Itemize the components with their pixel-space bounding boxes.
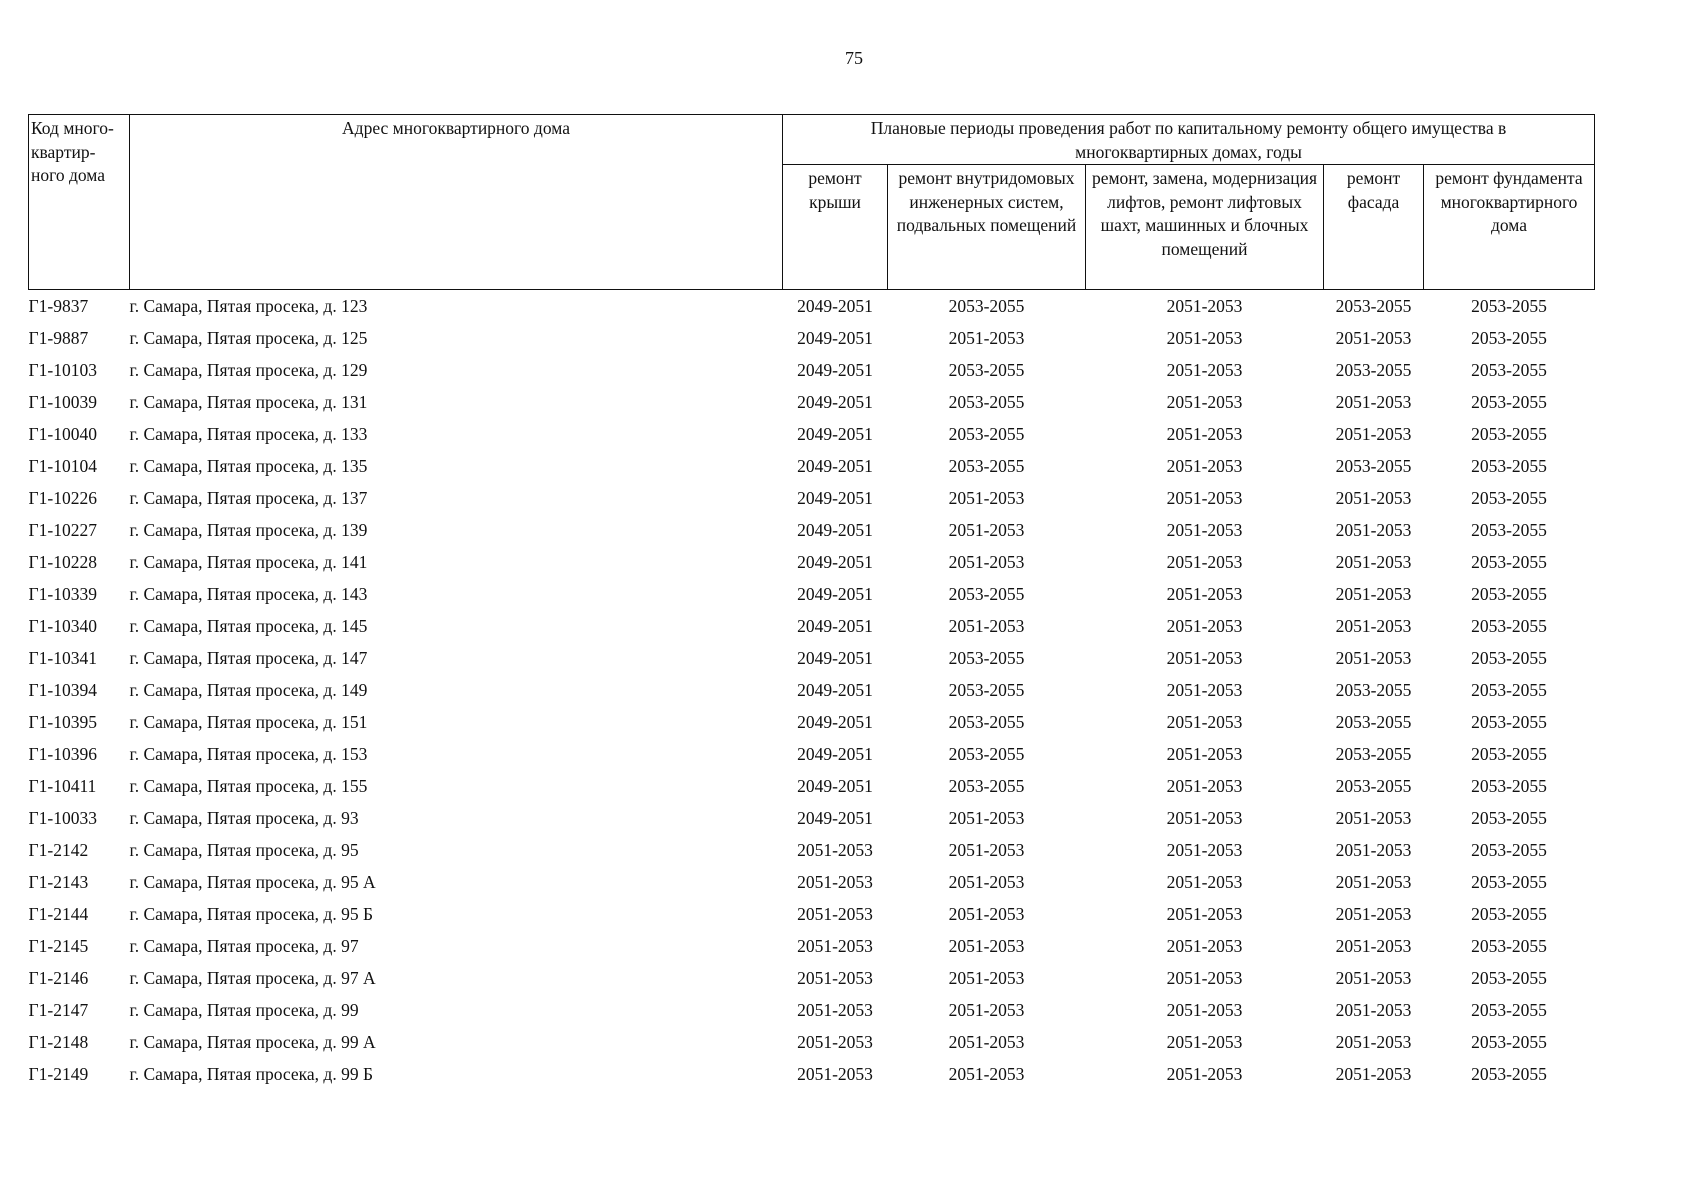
- cell-roof: 2049-2051: [797, 776, 873, 796]
- cell-facade: 2051-2053: [1335, 1032, 1412, 1052]
- table-row: [29, 738, 1595, 770]
- cell-address: г. Самара, Пятая просека, д. 97: [129, 936, 359, 956]
- cell-engineering: 2051-2053: [948, 904, 1025, 924]
- cell-engineering: 2053-2055: [948, 744, 1025, 764]
- cell-elevators: 2051-2053: [1166, 648, 1243, 668]
- cell-engineering: 2051-2053: [948, 488, 1025, 508]
- cell-elevators: 2051-2053: [1166, 328, 1243, 348]
- cell-roof: 2049-2051: [797, 808, 873, 828]
- cell-address: г. Самара, Пятая просека, д. 147: [129, 648, 368, 668]
- cell-foundation: 2053-2055: [1471, 808, 1547, 828]
- cell-engineering: 2051-2053: [948, 552, 1025, 572]
- cell-elevators: 2051-2053: [1166, 936, 1243, 956]
- cell-facade: 2051-2053: [1335, 936, 1412, 956]
- cell-engineering: 2051-2053: [948, 1064, 1025, 1084]
- cell-foundation: 2053-2055: [1471, 904, 1547, 924]
- cell-code: Г1-2148: [28, 1032, 89, 1052]
- header-roof: ремонт крыши: [783, 165, 888, 290]
- cell-elevators: 2051-2053: [1166, 296, 1243, 316]
- cell-code: Г1-10103: [28, 360, 97, 380]
- cell-facade: 2051-2053: [1335, 520, 1412, 540]
- cell-facade: 2051-2053: [1335, 552, 1412, 572]
- cell-elevators: 2051-2053: [1166, 520, 1243, 540]
- header-address: Адрес многоквартирного дома: [130, 115, 783, 290]
- cell-address: г. Самара, Пятая просека, д. 125: [129, 328, 368, 348]
- cell-foundation: 2053-2055: [1471, 360, 1547, 380]
- cell-elevators: 2051-2053: [1166, 360, 1243, 380]
- table-row: [29, 610, 1595, 642]
- cell-code: Г1-2149: [28, 1064, 89, 1084]
- cell-engineering: 2053-2055: [948, 424, 1025, 444]
- cell-address: г. Самара, Пятая просека, д. 143: [129, 584, 368, 604]
- header-periods-group: Плановые периоды проведения работ по капитальному ремонту общего имущества в многоквартирных домах, годы: [783, 115, 1595, 165]
- table-row: [29, 706, 1595, 738]
- cell-facade: 2053-2055: [1335, 360, 1412, 380]
- cell-roof: 2051-2053: [797, 840, 873, 860]
- table-row: [29, 898, 1595, 930]
- table-row: [29, 514, 1595, 546]
- cell-address: г. Самара, Пятая просека, д. 95: [129, 840, 359, 860]
- cell-address: г. Самара, Пятая просека, д. 137: [129, 488, 368, 508]
- table-row: [29, 994, 1595, 1026]
- cell-roof: 2049-2051: [797, 520, 873, 540]
- table-body: [29, 290, 1595, 1091]
- cell-elevators: 2051-2053: [1166, 904, 1243, 924]
- cell-foundation: 2053-2055: [1471, 680, 1547, 700]
- cell-address: г. Самара, Пятая просека, д. 133: [129, 424, 368, 444]
- cell-elevators: 2051-2053: [1166, 808, 1243, 828]
- table-row: [29, 1058, 1595, 1090]
- cell-engineering: 2051-2053: [948, 1000, 1025, 1020]
- table-row: [29, 770, 1595, 802]
- cell-elevators: 2051-2053: [1166, 968, 1243, 988]
- cell-address: г. Самара, Пятая просека, д. 151: [129, 712, 368, 732]
- cell-foundation: 2053-2055: [1471, 1064, 1547, 1084]
- cell-foundation: 2053-2055: [1471, 840, 1547, 860]
- cell-foundation: 2053-2055: [1471, 744, 1547, 764]
- cell-address: г. Самара, Пятая просека, д. 131: [129, 392, 368, 412]
- table-row: [29, 674, 1595, 706]
- cell-facade: 2051-2053: [1335, 1064, 1412, 1084]
- cell-foundation: 2053-2055: [1471, 1032, 1547, 1052]
- header-foundation: ремонт фундамента многоквартирного дома: [1424, 165, 1595, 290]
- cell-foundation: 2053-2055: [1471, 616, 1547, 636]
- cell-roof: 2051-2053: [797, 1064, 873, 1084]
- cell-engineering: 2051-2053: [948, 808, 1025, 828]
- table-row: [29, 930, 1595, 962]
- cell-facade: 2053-2055: [1335, 296, 1412, 316]
- cell-address: г. Самара, Пятая просека, д. 95 Б: [129, 904, 374, 924]
- table-row: [29, 322, 1595, 354]
- cell-code: Г1-10339: [28, 584, 97, 604]
- cell-foundation: 2053-2055: [1471, 776, 1547, 796]
- cell-foundation: 2053-2055: [1471, 648, 1547, 668]
- cell-engineering: 2051-2053: [948, 936, 1025, 956]
- cell-engineering: 2053-2055: [948, 648, 1025, 668]
- cell-elevators: 2051-2053: [1166, 712, 1243, 732]
- cell-code: Г1-2147: [28, 1000, 89, 1020]
- cell-facade: 2053-2055: [1335, 456, 1412, 476]
- table-row: [29, 354, 1595, 386]
- cell-engineering: 2053-2055: [948, 680, 1025, 700]
- table-row: [29, 962, 1595, 994]
- cell-elevators: 2051-2053: [1166, 488, 1243, 508]
- cell-elevators: 2051-2053: [1166, 584, 1243, 604]
- table-row: [29, 834, 1595, 866]
- header-elevators: ремонт, замена, модернизация лифтов, ремонт лифтовых шахт, машинных и блочных помещений: [1086, 165, 1324, 290]
- table-header: [29, 115, 1595, 290]
- cell-code: Г1-10411: [28, 776, 97, 796]
- cell-foundation: 2053-2055: [1471, 968, 1547, 988]
- cell-foundation: 2053-2055: [1471, 584, 1547, 604]
- cell-foundation: 2053-2055: [1471, 872, 1547, 892]
- cell-roof: 2049-2051: [797, 744, 873, 764]
- cell-roof: 2051-2053: [797, 936, 873, 956]
- cell-facade: 2051-2053: [1335, 392, 1412, 412]
- cell-facade: 2051-2053: [1335, 1000, 1412, 1020]
- table-row: [29, 482, 1595, 514]
- cell-roof: 2051-2053: [797, 1032, 873, 1052]
- cell-roof: 2049-2051: [797, 488, 873, 508]
- cell-address: г. Самара, Пятая просека, д. 99 А: [129, 1032, 376, 1052]
- cell-roof: 2051-2053: [797, 872, 873, 892]
- cell-code: Г1-10227: [28, 520, 97, 540]
- cell-facade: 2051-2053: [1335, 328, 1412, 348]
- cell-code: Г1-2143: [28, 872, 89, 892]
- cell-engineering: 2051-2053: [948, 1032, 1025, 1052]
- cell-code: Г1-10228: [28, 552, 97, 572]
- cell-address: г. Самара, Пятая просека, д. 95 А: [129, 872, 376, 892]
- cell-roof: 2049-2051: [797, 360, 873, 380]
- cell-address: г. Самара, Пятая просека, д. 99 Б: [129, 1064, 374, 1084]
- table-row: [29, 802, 1595, 834]
- cell-engineering: 2051-2053: [948, 872, 1025, 892]
- cell-address: г. Самара, Пятая просека, д. 129: [129, 360, 368, 380]
- cell-roof: 2051-2053: [797, 1000, 873, 1020]
- table-row: [29, 418, 1595, 450]
- cell-roof: 2049-2051: [797, 328, 873, 348]
- cell-engineering: 2051-2053: [948, 520, 1025, 540]
- cell-facade: 2051-2053: [1335, 872, 1412, 892]
- cell-elevators: 2051-2053: [1166, 680, 1243, 700]
- table-row: [29, 866, 1595, 898]
- cell-foundation: 2053-2055: [1471, 1000, 1547, 1020]
- cell-address: г. Самара, Пятая просека, д. 141: [129, 552, 368, 572]
- cell-address: г. Самара, Пятая просека, д. 155: [129, 776, 368, 796]
- cell-elevators: 2051-2053: [1166, 456, 1243, 476]
- cell-code: Г1-10226: [28, 488, 97, 508]
- cell-address: г. Самара, Пятая просека, д. 153: [129, 744, 368, 764]
- cell-roof: 2049-2051: [797, 456, 873, 476]
- cell-elevators: 2051-2053: [1166, 392, 1243, 412]
- cell-foundation: 2053-2055: [1471, 392, 1547, 412]
- header-code: Код много-квартир-ного дома: [29, 115, 130, 290]
- cell-facade: 2053-2055: [1335, 776, 1412, 796]
- header-facade: ремонт фасада: [1324, 165, 1424, 290]
- cell-elevators: 2051-2053: [1166, 744, 1243, 764]
- cell-code: Г1-2144: [28, 904, 89, 924]
- cell-foundation: 2053-2055: [1471, 552, 1547, 572]
- cell-address: г. Самара, Пятая просека, д. 93: [129, 808, 359, 828]
- cell-facade: 2051-2053: [1335, 424, 1412, 444]
- cell-code: Г1-9837: [28, 296, 89, 316]
- cell-engineering: 2053-2055: [948, 392, 1025, 412]
- cell-code: Г1-10039: [28, 392, 97, 412]
- cell-facade: 2051-2053: [1335, 648, 1412, 668]
- cell-roof: 2049-2051: [797, 584, 873, 604]
- cell-roof: 2049-2051: [797, 392, 873, 412]
- cell-facade: 2051-2053: [1335, 968, 1412, 988]
- cell-roof: 2049-2051: [797, 296, 873, 316]
- cell-elevators: 2051-2053: [1166, 1064, 1243, 1084]
- cell-foundation: 2053-2055: [1471, 424, 1547, 444]
- cell-code: Г1-10104: [28, 456, 97, 476]
- cell-foundation: 2053-2055: [1471, 488, 1547, 508]
- cell-facade: 2051-2053: [1335, 904, 1412, 924]
- cell-facade: 2051-2053: [1335, 488, 1412, 508]
- cell-engineering: 2051-2053: [948, 616, 1025, 636]
- cell-code: Г1-10341: [28, 648, 97, 668]
- cell-elevators: 2051-2053: [1166, 776, 1243, 796]
- cell-address: г. Самара, Пятая просека, д. 139: [129, 520, 368, 540]
- cell-roof: 2051-2053: [797, 904, 873, 924]
- cell-roof: 2049-2051: [797, 712, 873, 732]
- cell-facade: 2053-2055: [1335, 744, 1412, 764]
- cell-elevators: 2051-2053: [1166, 1000, 1243, 1020]
- cell-engineering: 2053-2055: [948, 712, 1025, 732]
- cell-foundation: 2053-2055: [1471, 520, 1547, 540]
- cell-code: Г1-10033: [28, 808, 97, 828]
- table-row: [29, 386, 1595, 418]
- cell-code: Г1-10040: [28, 424, 97, 444]
- cell-engineering: 2051-2053: [948, 968, 1025, 988]
- cell-facade: 2053-2055: [1335, 680, 1412, 700]
- cell-elevators: 2051-2053: [1166, 872, 1243, 892]
- cell-facade: 2051-2053: [1335, 840, 1412, 860]
- repair-schedule-table: [28, 114, 1595, 1090]
- cell-roof: 2049-2051: [797, 552, 873, 572]
- cell-elevators: 2051-2053: [1166, 424, 1243, 444]
- table-row: [29, 290, 1595, 323]
- cell-roof: 2049-2051: [797, 648, 873, 668]
- cell-elevators: 2051-2053: [1166, 1032, 1243, 1052]
- cell-roof: 2051-2053: [797, 968, 873, 988]
- cell-engineering: 2053-2055: [948, 456, 1025, 476]
- cell-code: Г1-10394: [28, 680, 97, 700]
- cell-roof: 2049-2051: [797, 424, 873, 444]
- cell-facade: 2053-2055: [1335, 712, 1412, 732]
- cell-code: Г1-2145: [28, 936, 89, 956]
- cell-code: Г1-2142: [28, 840, 89, 860]
- cell-facade: 2051-2053: [1335, 808, 1412, 828]
- cell-foundation: 2053-2055: [1471, 712, 1547, 732]
- cell-code: Г1-10395: [28, 712, 97, 732]
- cell-code: Г1-10396: [28, 744, 97, 764]
- cell-engineering: 2051-2053: [948, 840, 1025, 860]
- cell-code: Г1-9887: [28, 328, 89, 348]
- cell-engineering: 2053-2055: [948, 584, 1025, 604]
- cell-facade: 2051-2053: [1335, 616, 1412, 636]
- table-row: [29, 546, 1595, 578]
- cell-roof: 2049-2051: [797, 616, 873, 636]
- cell-address: г. Самара, Пятая просека, д. 149: [129, 680, 368, 700]
- table-row: [29, 578, 1595, 610]
- cell-address: г. Самара, Пятая просека, д. 135: [129, 456, 368, 476]
- cell-engineering: 2053-2055: [948, 360, 1025, 380]
- cell-engineering: 2053-2055: [948, 296, 1025, 316]
- cell-facade: 2051-2053: [1335, 584, 1412, 604]
- cell-code: Г1-10340: [28, 616, 97, 636]
- cell-foundation: 2053-2055: [1471, 328, 1547, 348]
- cell-address: г. Самара, Пятая просека, д. 97 А: [129, 968, 376, 988]
- cell-roof: 2049-2051: [797, 680, 873, 700]
- cell-elevators: 2051-2053: [1166, 840, 1243, 860]
- cell-engineering: 2051-2053: [948, 328, 1025, 348]
- cell-foundation: 2053-2055: [1471, 936, 1547, 956]
- cell-elevators: 2051-2053: [1166, 552, 1243, 572]
- cell-code: Г1-2146: [28, 968, 89, 988]
- cell-foundation: 2053-2055: [1471, 296, 1547, 316]
- page-number: 75: [845, 48, 863, 68]
- table-row: [29, 450, 1595, 482]
- cell-address: г. Самара, Пятая просека, д. 123: [129, 296, 368, 316]
- cell-elevators: 2051-2053: [1166, 616, 1243, 636]
- header-engineering: ремонт внутридомовых инженерных систем, подвальных помещений: [888, 165, 1086, 290]
- table-row: [29, 642, 1595, 674]
- cell-address: г. Самара, Пятая просека, д. 145: [129, 616, 368, 636]
- cell-foundation: 2053-2055: [1471, 456, 1547, 476]
- cell-engineering: 2053-2055: [948, 776, 1025, 796]
- cell-address: г. Самара, Пятая просека, д. 99: [129, 1000, 359, 1020]
- table-row: [29, 1026, 1595, 1058]
